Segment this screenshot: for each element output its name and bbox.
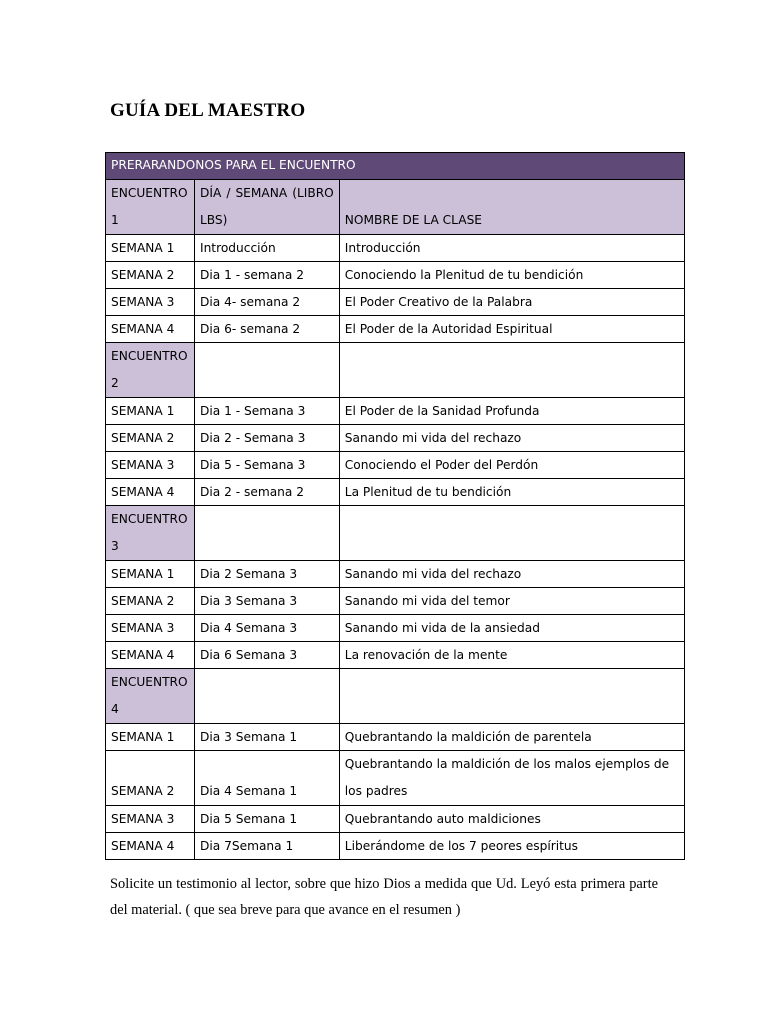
table-row — [106, 806, 685, 833]
table-row — [106, 642, 685, 669]
table-row — [106, 751, 685, 806]
dia-cell: Dia 4 Semana 3 — [194, 615, 339, 642]
table-row — [106, 452, 685, 479]
semana-cell: SEMANA 2 — [106, 425, 195, 452]
empty-cell — [339, 506, 684, 561]
empty-cell — [194, 669, 339, 724]
table-row — [106, 833, 685, 860]
column-header-encuentro: ENCUENTRO 1 — [106, 180, 195, 235]
table-row — [106, 398, 685, 425]
semana-cell: SEMANA 3 — [106, 615, 195, 642]
semana-cell: SEMANA 1 — [106, 235, 195, 262]
semana-cell: SEMANA 3 — [106, 452, 195, 479]
encuentro-label: ENCUENTRO 2 — [106, 343, 195, 398]
clase-cell: Quebrantando la maldición de parentela — [339, 724, 684, 751]
table-row — [106, 235, 685, 262]
dia-cell: Dia 5 Semana 1 — [194, 806, 339, 833]
encuentro-row — [106, 506, 685, 561]
semana-cell: SEMANA 2 — [106, 262, 195, 289]
encuentro-row — [106, 343, 685, 398]
table-row — [106, 724, 685, 751]
clase-cell: Sanando mi vida del rechazo — [339, 425, 684, 452]
clase-cell: Conociendo la Plenitud de tu bendición — [339, 262, 684, 289]
semana-cell: SEMANA 1 — [106, 724, 195, 751]
semana-cell: SEMANA 4 — [106, 479, 195, 506]
clase-cell: El Poder de la Sanidad Profunda — [339, 398, 684, 425]
empty-cell — [194, 343, 339, 398]
encuentro-row — [106, 669, 685, 724]
table-row — [106, 262, 685, 289]
clase-cell: Liberándome de los 7 peores espíritus — [339, 833, 684, 860]
table-row — [106, 425, 685, 452]
semana-cell: SEMANA 4 — [106, 316, 195, 343]
dia-cell: Dia 1 - semana 2 — [194, 262, 339, 289]
table-row — [106, 615, 685, 642]
table-row — [106, 289, 685, 316]
clase-cell: Introducción — [339, 235, 684, 262]
column-header-dia-semana: DÍA / SEMANA (LIBRO LBS) — [194, 180, 339, 235]
dia-cell: Dia 2 Semana 3 — [194, 561, 339, 588]
encuentro-label: ENCUENTRO 3 — [106, 506, 195, 561]
dia-cell: Dia 6- semana 2 — [194, 316, 339, 343]
semana-cell: SEMANA 1 — [106, 398, 195, 425]
table-row — [106, 561, 685, 588]
dia-cell: Dia 7Semana 1 — [194, 833, 339, 860]
clase-cell: El Poder Creativo de la Palabra — [339, 289, 684, 316]
semana-cell: SEMANA 3 — [106, 289, 195, 316]
clase-cell: Quebrantando la maldición de los malos ejemplos de los padres — [339, 751, 684, 806]
clase-cell: La Plenitud de tu bendición — [339, 479, 684, 506]
semana-cell: SEMANA 4 — [106, 642, 195, 669]
empty-cell — [339, 669, 684, 724]
table-row — [106, 588, 685, 615]
semana-cell: SEMANA 4 — [106, 833, 195, 860]
clase-cell: Quebrantando auto maldiciones — [339, 806, 684, 833]
clase-cell: Sanando mi vida del rechazo — [339, 561, 684, 588]
dia-cell: Introducción — [194, 235, 339, 262]
instruction-paragraph: Solicite un testimonio al lector, sobre que hizo Dios a medida que Ud. Leyó esta primera parte del material. ( que sea breve para que avance en el resumen ) — [110, 876, 658, 918]
dia-cell: Dia 2 - Semana 3 — [194, 425, 339, 452]
document-title: GUÍA DEL MAESTRO — [110, 100, 306, 121]
dia-cell: Dia 4 Semana 1 — [194, 751, 339, 806]
column-header-row — [106, 180, 685, 235]
dia-cell: Dia 6 Semana 3 — [194, 642, 339, 669]
column-header-nombre-clase: NOMBRE DE LA CLASE — [339, 180, 684, 235]
table-row — [106, 316, 685, 343]
semana-cell: SEMANA 2 — [106, 588, 195, 615]
dia-cell: Dia 3 Semana 1 — [194, 724, 339, 751]
dia-cell: Dia 5 - Semana 3 — [194, 452, 339, 479]
empty-cell — [194, 506, 339, 561]
semana-cell: SEMANA 2 — [106, 751, 195, 806]
lesson-table-body — [106, 153, 685, 860]
clase-cell: La renovación de la mente — [339, 642, 684, 669]
semana-cell: SEMANA 3 — [106, 806, 195, 833]
dia-cell: Dia 1 - Semana 3 — [194, 398, 339, 425]
clase-cell: Sanando mi vida de la ansiedad — [339, 615, 684, 642]
table-header: PRERARANDONOS PARA EL ENCUENTRO — [106, 153, 685, 180]
dia-cell: Dia 3 Semana 3 — [194, 588, 339, 615]
lesson-table — [105, 152, 685, 860]
empty-cell — [339, 343, 684, 398]
dia-cell: Dia 4- semana 2 — [194, 289, 339, 316]
table-row — [106, 479, 685, 506]
clase-cell: El Poder de la Autoridad Espiritual — [339, 316, 684, 343]
clase-cell: Conociendo el Poder del Perdón — [339, 452, 684, 479]
encuentro-label: ENCUENTRO 4 — [106, 669, 195, 724]
clase-cell: Sanando mi vida del temor — [339, 588, 684, 615]
dia-cell: Dia 2 - semana 2 — [194, 479, 339, 506]
table-header-row — [106, 153, 685, 180]
semana-cell: SEMANA 1 — [106, 561, 195, 588]
